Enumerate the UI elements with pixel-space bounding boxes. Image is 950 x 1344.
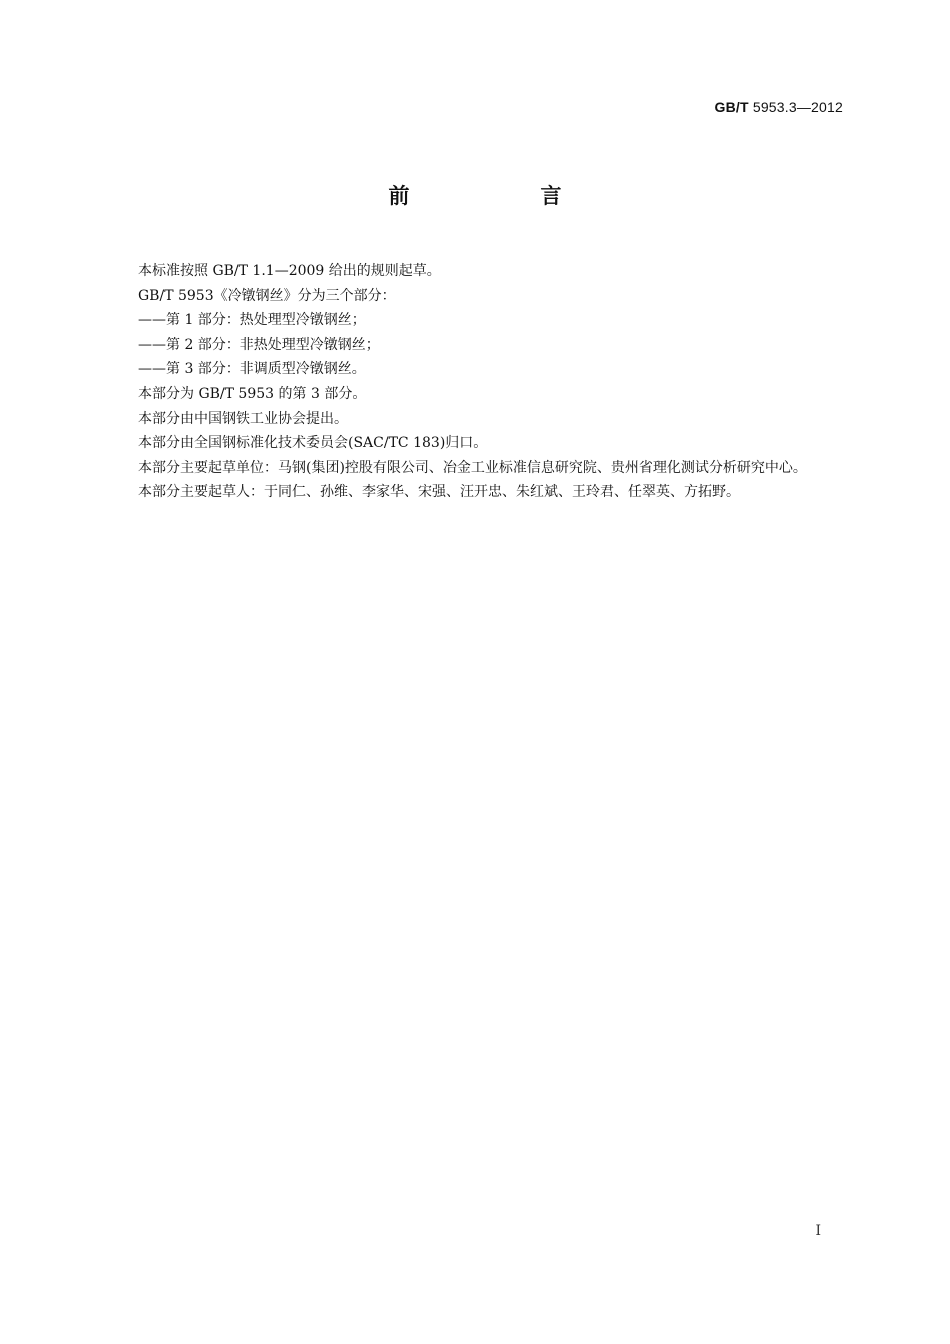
paragraph: 本部分主要起草单位：马钢(集团)控股有限公司、冶金工业标准信息研究院、贵州省理化测试分析研究中心。	[138, 459, 807, 476]
paragraph: 本标准按照 GB/T 1.1—2009 给出的规则起草。	[138, 263, 441, 279]
standard-code: GB/T	[714, 99, 749, 115]
page-title: 前 言	[388, 184, 617, 208]
paragraph: 本部分由中国钢铁工业协会提出。	[138, 410, 348, 427]
paragraph: 本部分由全国钢标准化技术委员会(SAC/TC 183)归口。	[138, 435, 488, 452]
list-item: ——第 3 部分：非调质型冷镦钢丝。	[138, 361, 366, 378]
paragraph: 本部分为 GB/T 5953 的第 3 部分。	[138, 385, 367, 402]
page-number: I	[815, 1223, 821, 1239]
list-item: ——第 1 部分：热处理型冷镦钢丝；	[138, 312, 366, 329]
paragraph: 本部分主要起草人：于同仁、孙维、李家华、宋强、汪开忠、朱红斌、王玲君、任翠英、方拓野。	[138, 484, 740, 501]
list-item: ——第 2 部分：非热处理型冷镦钢丝；	[138, 336, 380, 353]
foreword-body	[108, 259, 843, 505]
standard-number: 5953.3—2012	[752, 99, 843, 115]
paragraph: GB/T 5953《冷镦钢丝》分为三个部分：	[138, 287, 396, 304]
standard-number-header	[714, 99, 843, 115]
